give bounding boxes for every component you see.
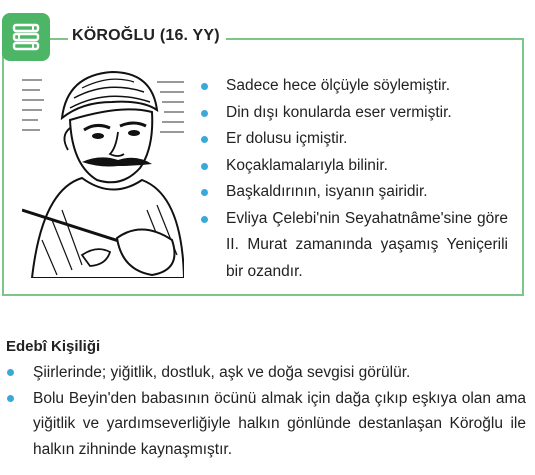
koroglu-portrait-illustration xyxy=(22,70,184,278)
bullet-dot-icon xyxy=(201,189,208,196)
list-item: Başkaldırının, isyanın şairidir. xyxy=(198,179,508,206)
card-bullet-list xyxy=(198,73,508,285)
book-badge xyxy=(2,13,50,61)
bullet-dot-icon xyxy=(201,110,208,117)
list-item: Sadece hece ölçüyle söylemiştir. xyxy=(198,73,508,100)
bullet-dot-icon xyxy=(7,369,14,376)
list-item: Din dışı konularda eser vermiştir. xyxy=(198,100,508,127)
list-item: Koçaklamalarıyla bilinir. xyxy=(198,153,508,180)
book-stack-icon xyxy=(11,22,41,52)
bullet-dot-icon xyxy=(7,395,14,402)
card-title: KÖROĞLU (16. YY) xyxy=(68,27,226,45)
list-item: Şiirlerinde; yiğitlik, dostluk, aşk ve doğa sevgisi görülür. xyxy=(6,360,526,386)
bullet-dot-icon xyxy=(201,83,208,90)
list-item: Evliya Çelebi'nin Seyahatnâme'sine göre II. Murat zamanında yaşamış Yeniçerili bir ozandır. xyxy=(198,206,508,286)
list-item: Bolu Beyin'den babasının öcünü almak için dağa çıkıp eşkıya olan ama yiğitlik ve yardımseverliğiyle halkın gönlünde destanlaşan Köroğlu ile halkın zihninde kaynaşmıştır. xyxy=(6,386,526,463)
bullet-dot-icon xyxy=(201,163,208,170)
section-bullet-list xyxy=(6,360,526,462)
bullet-dot-icon xyxy=(201,216,208,223)
section-heading: Edebî Kişiliği xyxy=(6,338,101,355)
list-item: Er dolusu içmiştir. xyxy=(198,126,508,153)
bullet-dot-icon xyxy=(201,136,208,143)
